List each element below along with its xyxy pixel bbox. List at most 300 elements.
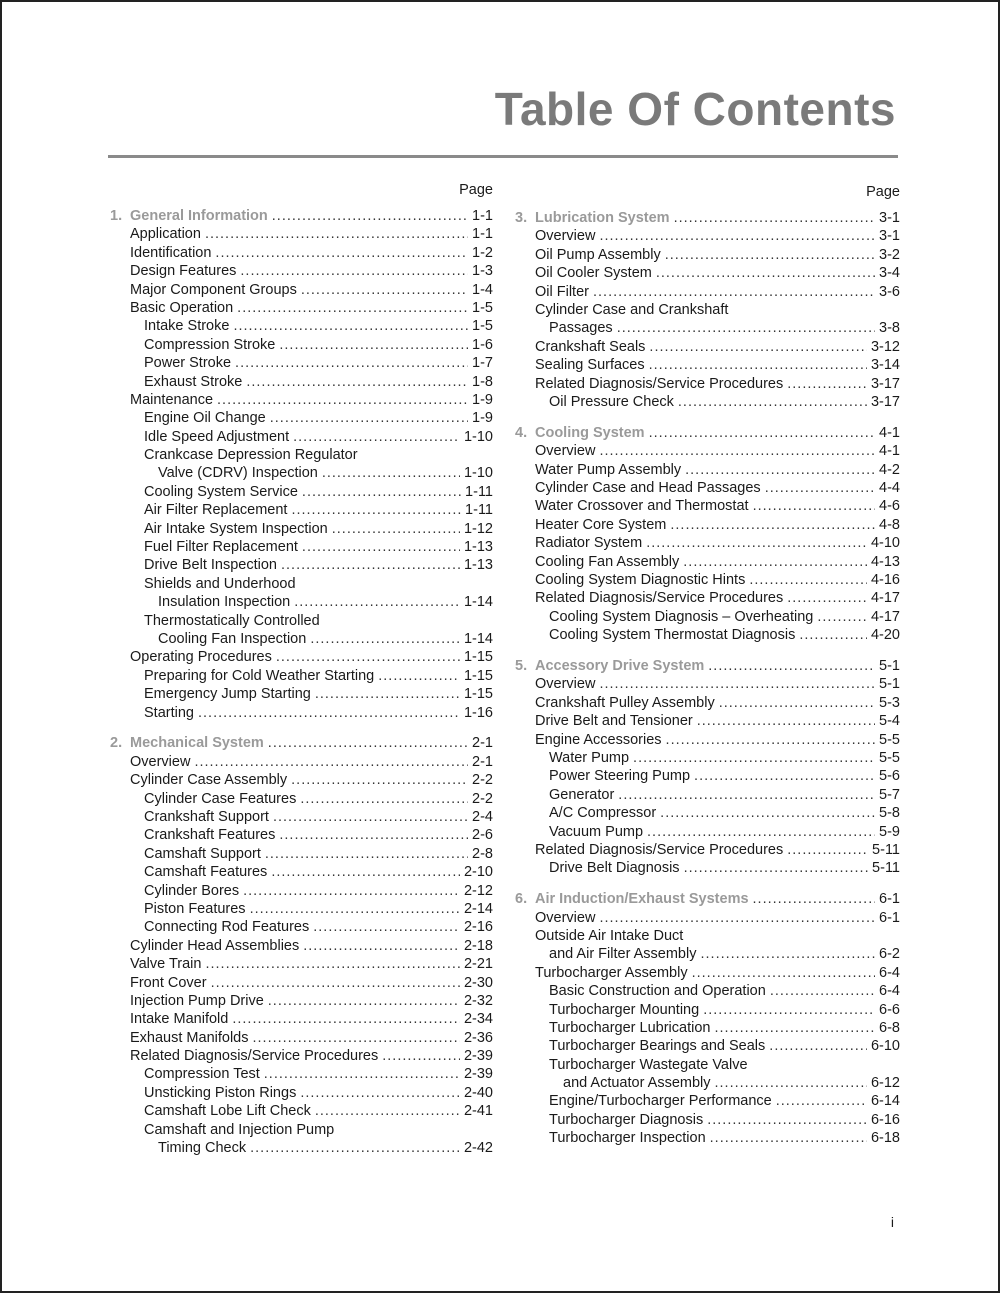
dot-leader [291, 771, 468, 789]
entry-page-number: 1-1 [472, 208, 493, 224]
entry-page-number: 1-15 [463, 686, 493, 703]
entry-label: Overview [535, 676, 596, 693]
toc-entry[interactable] [515, 1001, 900, 1019]
dot-leader [310, 630, 460, 648]
entry-label: Air Filter Replacement [144, 502, 288, 519]
entry-label: Starting [144, 704, 194, 721]
dot-leader [599, 909, 875, 927]
dot-leader [291, 501, 461, 519]
entry-page-number: 4-13 [870, 553, 900, 570]
entry-page-number: 3-14 [870, 357, 900, 374]
dot-leader [273, 808, 468, 826]
toc-entry[interactable] [110, 630, 493, 648]
entry-page-number: 6-1 [879, 909, 900, 926]
entry-page-number: 5-11 [872, 841, 900, 858]
entry-label: Overview [535, 443, 596, 460]
entry-label: Accessory Drive System [535, 657, 705, 674]
entry-page-number: 2-2 [472, 790, 493, 807]
entry-label: Exhaust Stroke [144, 373, 243, 390]
entry-page-number: 1-6 [472, 336, 493, 353]
entry-page-number: 5-6 [879, 768, 900, 785]
entry-label: Turbocharger Bearings and Seals [549, 1038, 766, 1055]
toc-entry[interactable] [110, 483, 493, 501]
toc-entry[interactable] [110, 992, 493, 1010]
dot-leader [694, 767, 875, 785]
entry-page-number: 6-12 [870, 1075, 900, 1092]
entry-page-number: 6-4 [879, 983, 900, 1000]
entry-page-number: 4-17 [870, 590, 900, 607]
dot-leader [656, 264, 875, 282]
entry-label: Power Stroke [144, 355, 232, 372]
entry-page-number: 5-3 [879, 694, 900, 711]
entry-page-number: 1-7 [472, 355, 493, 372]
toc-entry[interactable] [110, 593, 493, 611]
entry-label: Cooling Fan Assembly [535, 553, 680, 570]
entry-label: Sealing Surfaces [535, 357, 645, 374]
dot-leader [301, 281, 468, 299]
toc-entry[interactable] [515, 461, 900, 479]
dot-leader [646, 534, 867, 552]
entry-label: Related Diagnosis/Service Procedures [535, 590, 784, 607]
dot-leader [211, 974, 460, 992]
toc-entry[interactable] [110, 648, 493, 666]
entry-page-number: 4-4 [879, 479, 900, 496]
dot-leader [252, 1029, 459, 1047]
toc-entry[interactable] [110, 685, 493, 703]
toc-entry[interactable] [515, 909, 900, 927]
dot-leader [332, 520, 460, 538]
toc-entry[interactable] [110, 428, 493, 446]
entry-label: Camshaft and Injection Pump [144, 1121, 335, 1138]
dot-leader [708, 657, 875, 675]
dot-leader [660, 804, 875, 822]
page-column-header: Page [459, 182, 493, 198]
toc-entry[interactable] [110, 464, 493, 482]
entry-page-number: 6-8 [879, 1019, 900, 1036]
toc-entry[interactable] [515, 589, 900, 607]
entry-label: Basic Construction and Operation [549, 983, 766, 1000]
dot-leader [685, 461, 875, 479]
entry-page-number: 6-1 [879, 891, 900, 908]
entry-page-number: 6-18 [870, 1130, 900, 1147]
dot-leader [649, 424, 875, 442]
entry-label: Drive Belt and Tensioner [535, 713, 693, 730]
toc-entry[interactable] [515, 1019, 900, 1037]
dot-leader [302, 483, 461, 501]
toc-entry[interactable] [515, 675, 900, 693]
dot-leader [787, 841, 868, 859]
entry-label: Engine Accessories [535, 731, 662, 748]
entry-label: Preparing for Cold Weather Starting [144, 667, 375, 684]
entry-page-number: 1-5 [472, 318, 493, 335]
toc-entry[interactable] [515, 375, 900, 393]
entry-page-number: 2-14 [463, 900, 493, 917]
toc-entry[interactable] [110, 336, 493, 354]
toc-entry[interactable] [515, 553, 900, 571]
toc-entry[interactable] [515, 393, 900, 411]
toc-entry[interactable] [515, 945, 900, 963]
dot-leader [649, 356, 867, 374]
toc-entry[interactable] [515, 301, 900, 319]
toc-entry[interactable] [110, 974, 493, 992]
dot-leader [303, 937, 460, 955]
dot-leader [787, 589, 867, 607]
entry-page-number: 1-13 [463, 557, 493, 574]
entry-label: Cooling System Service [144, 483, 298, 500]
section-number: 2. [110, 735, 123, 752]
dot-leader [382, 1047, 460, 1065]
entry-label: Generator [549, 786, 615, 803]
entry-label: Oil Pressure Check [549, 393, 674, 410]
toc-entry[interactable] [515, 749, 900, 767]
dot-leader [692, 964, 875, 982]
toc-entry[interactable] [515, 319, 900, 337]
toc-entry[interactable] [110, 575, 493, 593]
dot-leader [765, 479, 875, 497]
toc-entry[interactable] [515, 841, 900, 859]
toc-entry[interactable] [110, 446, 493, 464]
toc-entry[interactable] [110, 937, 493, 955]
toc-entry[interactable] [515, 1092, 900, 1110]
dot-leader [715, 1074, 867, 1092]
toc-entry[interactable] [110, 1102, 493, 1120]
toc-entry[interactable] [515, 534, 900, 552]
entry-label: Turbocharger Lubrication [549, 1019, 711, 1036]
entry-page-number: 2-2 [472, 772, 493, 789]
entry-page-number: 1-14 [463, 630, 493, 647]
section-number: 4. [515, 424, 528, 441]
toc-entry[interactable] [110, 771, 493, 789]
toc-entry[interactable] [515, 1074, 900, 1092]
dot-leader [217, 391, 468, 409]
toc-entry[interactable] [110, 1139, 493, 1157]
entry-label: Identification [130, 244, 212, 261]
toc-section[interactable] [515, 424, 900, 442]
toc-entry[interactable] [515, 246, 900, 264]
entry-label: Turbocharger Diagnosis [549, 1111, 704, 1128]
toc-entry[interactable] [110, 225, 493, 243]
entry-label: Oil Cooler System [535, 265, 652, 282]
entry-page-number: 2-30 [463, 974, 493, 991]
toc-section[interactable] [515, 209, 900, 227]
entry-label: Cylinder Case and Head Passages [535, 479, 761, 496]
dot-leader [647, 823, 875, 841]
dot-leader [271, 863, 460, 881]
entry-label: Thermostatically Controlled [144, 612, 320, 629]
entry-page-number: 6-16 [870, 1111, 900, 1128]
toc-entry[interactable] [515, 497, 900, 515]
dot-leader [215, 244, 468, 262]
entry-label: Lubrication System [535, 210, 670, 226]
toc-entry[interactable] [515, 264, 900, 282]
entry-page-number: 2-40 [463, 1084, 493, 1101]
entry-label: Related Diagnosis/Service Procedures [535, 841, 784, 858]
toc-section[interactable] [515, 657, 900, 675]
entry-label: Insulation Inspection [158, 594, 291, 611]
dot-leader [279, 826, 468, 844]
toc-entry[interactable] [110, 1065, 493, 1083]
entry-label: Drive Belt Inspection [144, 557, 277, 574]
entry-label: Water Pump [549, 749, 630, 766]
toc-entry[interactable] [515, 516, 900, 534]
dot-leader [633, 749, 875, 767]
toc-entry[interactable] [110, 1084, 493, 1102]
toc-entry[interactable] [515, 767, 900, 785]
page-title: Table Of Contents [494, 83, 896, 135]
toc-entry[interactable] [515, 571, 900, 589]
entry-page-number: 4-10 [870, 535, 900, 552]
toc-entry[interactable] [110, 317, 493, 335]
entry-page-number: 2-16 [463, 919, 493, 936]
entry-page-number: 1-8 [472, 373, 493, 390]
entry-label: Cylinder Case Assembly [130, 772, 288, 789]
toc-entry[interactable] [110, 900, 493, 918]
entry-page-number: 4-1 [879, 443, 900, 460]
dot-leader [270, 409, 468, 427]
dot-leader [703, 1001, 875, 1019]
entry-label: Fuel Filter Replacement [144, 539, 298, 556]
toc-entry[interactable] [110, 667, 493, 685]
toc-entry[interactable] [110, 753, 493, 771]
section-gap [515, 411, 900, 424]
entry-label: Crankshaft Features [144, 827, 276, 844]
entry-label: Compression Test [144, 1066, 260, 1083]
entry-page-number: 3-4 [879, 265, 900, 282]
entry-label: Application [130, 226, 201, 243]
entry-label: Water Crossover and Thermostat [535, 498, 749, 515]
toc-entry[interactable] [110, 409, 493, 427]
toc-entry[interactable] [515, 823, 900, 841]
entry-label: Crankshaft Seals [535, 338, 646, 355]
toc-entry[interactable] [515, 859, 900, 877]
entry-label: Engine Oil Change [144, 410, 266, 427]
toc-column-left [110, 182, 493, 1157]
dot-leader [322, 464, 460, 482]
title-rule [108, 155, 898, 158]
toc-entry[interactable] [110, 520, 493, 538]
section-number: 1. [110, 208, 123, 224]
dot-leader [205, 955, 460, 973]
toc-entry[interactable] [110, 299, 493, 317]
entry-page-number: 2-39 [463, 1066, 493, 1083]
entry-label: Camshaft Lobe Lift Check [144, 1103, 311, 1120]
toc-entry[interactable] [110, 556, 493, 574]
entry-label: Shields and Underhood [144, 575, 296, 592]
entry-page-number: 1-16 [463, 704, 493, 721]
toc-entry[interactable] [515, 1129, 900, 1147]
toc-entry[interactable] [515, 356, 900, 374]
toc-entry[interactable] [110, 1047, 493, 1065]
toc-section[interactable] [110, 734, 493, 752]
toc-list-right [515, 209, 900, 1148]
toc-entry[interactable] [110, 845, 493, 863]
entry-label: Cylinder Bores [144, 882, 240, 899]
entry-page-number: 5-5 [879, 749, 900, 766]
dot-leader [246, 373, 468, 391]
toc-entry[interactable] [515, 694, 900, 712]
entry-label: Water Pump Assembly [535, 461, 682, 478]
entry-label: Emergency Jump Starting [144, 686, 311, 703]
dot-leader [700, 945, 875, 963]
entry-label: Cooling System [535, 424, 645, 441]
section-gap [515, 878, 900, 891]
entry-page-number: 2-42 [463, 1140, 493, 1157]
dot-leader [684, 859, 868, 877]
entry-page-number: 3-6 [879, 283, 900, 300]
dot-leader [378, 667, 460, 685]
toc-entry[interactable] [110, 354, 493, 372]
dot-leader [250, 900, 460, 918]
entry-page-number: 2-18 [463, 937, 493, 954]
entry-page-number: 2-34 [463, 1011, 493, 1028]
entry-label: Basic Operation [130, 299, 234, 316]
toc-entry[interactable] [110, 1029, 493, 1047]
entry-label: Operating Procedures [130, 649, 272, 666]
entry-label: Drive Belt Diagnosis [549, 860, 680, 877]
entry-label: Compression Stroke [144, 336, 276, 353]
entry-label: Intake Manifold [130, 1011, 229, 1028]
entry-page-number: 1-1 [472, 226, 493, 243]
dot-leader [769, 1037, 867, 1055]
toc-entry[interactable] [515, 479, 900, 497]
toc-entry[interactable] [515, 442, 900, 460]
dot-leader [674, 209, 875, 227]
dot-leader [776, 1092, 867, 1110]
dot-leader [697, 712, 875, 730]
entry-label: Overview [535, 909, 596, 926]
toc-entry[interactable] [110, 882, 493, 900]
entry-page-number: 2-8 [472, 845, 493, 862]
toc-entry[interactable] [515, 227, 900, 245]
entry-page-number: 1-9 [472, 391, 493, 408]
dot-leader [264, 1065, 460, 1083]
toc-section[interactable] [110, 207, 493, 225]
entry-page-number: 2-41 [463, 1103, 493, 1120]
section-number: 6. [515, 891, 528, 908]
toc-entry[interactable] [110, 704, 493, 722]
entry-page-number: 4-17 [870, 608, 900, 625]
dot-leader [618, 786, 875, 804]
entry-page-number: 1-12 [463, 520, 493, 537]
entry-page-number: 1-5 [472, 299, 493, 316]
toc-entry[interactable] [515, 804, 900, 822]
entry-page-number: 5-9 [879, 823, 900, 840]
entry-page-number: 1-4 [472, 281, 493, 298]
toc-entry[interactable] [110, 373, 493, 391]
entry-label: Radiator System [535, 535, 643, 552]
entry-page-number: 1-11 [465, 502, 493, 519]
entry-label: Mechanical System [130, 735, 264, 752]
toc-entry[interactable] [110, 918, 493, 936]
toc-entry[interactable] [110, 1121, 493, 1139]
entry-page-number: 5-7 [879, 786, 900, 803]
entry-page-number: 2-32 [463, 992, 493, 1009]
entry-label: Air Intake System Inspection [144, 520, 328, 537]
toc-entry[interactable] [515, 731, 900, 749]
entry-label: Maintenance [130, 391, 214, 408]
entry-page-number: 1-3 [472, 263, 493, 280]
dot-leader [243, 882, 460, 900]
dot-leader [315, 1102, 460, 1120]
entry-label: Connecting Rod Features [144, 919, 310, 936]
dot-leader [281, 556, 460, 574]
toc-entry[interactable] [110, 826, 493, 844]
entry-label: Turbocharger Assembly [535, 964, 688, 981]
dot-leader [617, 319, 875, 337]
dot-leader [599, 675, 875, 693]
entry-page-number: 1-14 [463, 594, 493, 611]
dot-leader [265, 845, 468, 863]
toc-entry[interactable] [110, 281, 493, 299]
entry-page-number: 2-36 [463, 1029, 493, 1046]
toc-entry[interactable] [515, 283, 900, 301]
toc-entry[interactable] [515, 1111, 900, 1129]
dot-leader [714, 1019, 875, 1037]
toc-entry[interactable] [110, 863, 493, 881]
toc-entry[interactable] [110, 538, 493, 556]
dot-leader [599, 442, 875, 460]
dot-leader [599, 227, 875, 245]
footer-page-number: i [890, 1214, 894, 1230]
toc-entry[interactable] [515, 338, 900, 356]
entry-label: General Information [130, 208, 268, 224]
toc-entry[interactable] [110, 501, 493, 519]
toc-entry[interactable] [110, 808, 493, 826]
entry-page-number: 3-1 [879, 228, 900, 245]
entry-label: Idle Speed Adjustment [144, 428, 290, 445]
toc-entry[interactable] [515, 626, 900, 644]
entry-label: Valve Train [130, 956, 202, 973]
toc-section[interactable] [515, 890, 900, 908]
toc-entry[interactable] [515, 1037, 900, 1055]
entry-page-number: 6-14 [870, 1093, 900, 1110]
entry-label: Oil Pump Assembly [535, 246, 661, 263]
toc-entry[interactable] [110, 244, 493, 262]
toc-entry[interactable] [110, 612, 493, 630]
dot-leader [649, 338, 867, 356]
toc-entry[interactable] [515, 608, 900, 626]
entry-label: Intake Stroke [144, 318, 230, 335]
entry-label: Cylinder Head Assemblies [130, 937, 300, 954]
toc-entry[interactable] [515, 1056, 900, 1074]
toc-entry[interactable] [110, 790, 493, 808]
entry-page-number: 2-21 [463, 956, 493, 973]
dot-leader [799, 626, 867, 644]
dot-leader [268, 734, 468, 752]
toc-entry[interactable] [515, 964, 900, 982]
toc-entry[interactable] [110, 1010, 493, 1028]
toc-entry[interactable] [515, 786, 900, 804]
toc-entry[interactable] [110, 955, 493, 973]
dot-leader [232, 1010, 460, 1028]
toc-entry[interactable] [515, 982, 900, 1000]
entry-label: Design Features [130, 263, 237, 280]
toc-entry[interactable] [515, 927, 900, 945]
dot-leader [315, 685, 460, 703]
toc-entry[interactable] [110, 391, 493, 409]
entry-label: Exhaust Manifolds [130, 1029, 249, 1046]
entry-page-number: 1-11 [465, 483, 493, 500]
dot-leader [293, 428, 460, 446]
entry-page-number: 4-20 [870, 627, 900, 644]
entry-label: Engine/Turbocharger Performance [549, 1093, 772, 1110]
dot-leader [749, 571, 867, 589]
dot-leader [678, 393, 867, 411]
page-column-header: Page [866, 184, 900, 200]
toc-entry[interactable] [110, 262, 493, 280]
entry-label: Related Diagnosis/Service Procedures [130, 1048, 379, 1065]
toc-entry[interactable] [515, 712, 900, 730]
